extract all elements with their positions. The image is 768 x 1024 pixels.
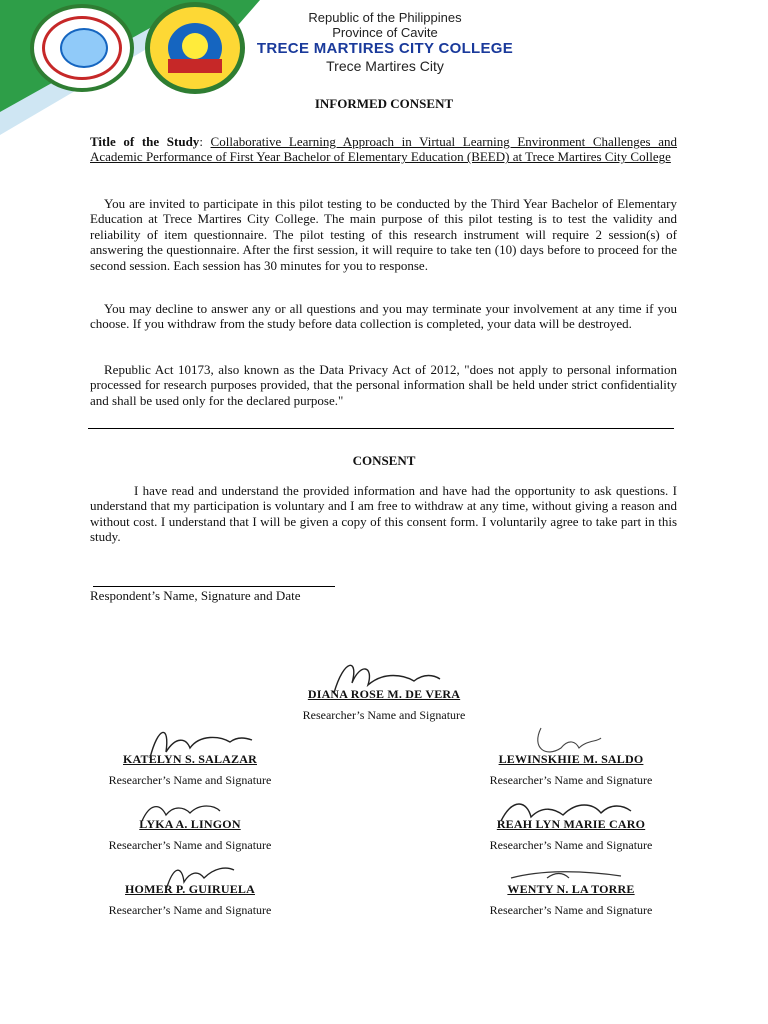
study-title: Collaborative Learning Approach in Virtual Learning Environment Challenges and Academic Performance of First Year Bachelor of Elementary Education (BEED) at Trece Martires City College [90,134,677,165]
paragraph-privacy: Republic Act 10173, also known as the Data Privacy Act of 2012, "does not apply to personal information processed for research purposes provided, that the personal information shall be held under strict confidentiality and shall be used only for the declared purpose." [90,362,677,408]
researcher-role: Researcher’s Name and Signature [108,773,272,787]
study-title-block: Title of the Study: Collaborative Learning Approach in Virtual Learning Environment Challenges and Academic Performance of First Year Bachelor of Elementary Education (BEED) at Trece Martires City College [90,134,677,165]
province-line: Province of Cavite [332,25,438,40]
researcher-name: HOMER P. GUIRUELA [125,882,255,896]
researcher-name: WENTY N. LA TORRE [507,882,635,896]
section-divider [88,428,674,429]
letterhead [240,10,530,75]
signature-mark [70,783,310,833]
researcher-block [70,882,310,918]
college-name: TRECE MARTIRES CITY COLLEGE [256,40,514,57]
signature-mark [451,718,691,768]
researcher-name: DIANA ROSE M. DE VERA [307,687,461,701]
researcher-role: Researcher’s Name and Signature [489,773,653,787]
consent-text: I have read and understand the provided information and have had the opportunity to ask questions. I understand that my participation is voluntary and I am free to withdraw at any time, without giving a reason and without cost. I understand that I will be given a copy of this consent form. I voluntarily agree to take part in this study. [90,483,677,545]
signature-mark [70,848,310,898]
paragraph-withdrawal: You may decline to answer any or all questions and you may terminate your involvement at any time if you choose. If you withdraw from the study before data collection is completed, your data will be destroyed. [90,301,677,332]
researcher-role: Researcher’s Name and Signature [108,838,272,852]
researcher-name: LEWINSKHIE M. SALDO [498,752,644,766]
consent-heading: CONSENT [352,453,416,468]
college-seal-logo [145,2,245,94]
respondent-label: Respondent’s Name, Signature and Date [90,588,301,603]
researcher-role: Researcher’s Name and Signature [302,708,466,722]
study-title-label: Title of the Study [90,134,200,149]
researcher-role: Researcher’s Name and Signature [489,838,653,852]
researcher-block [451,882,691,918]
signature-mark [451,848,691,898]
signature-mark [451,783,691,833]
researcher-role: Researcher’s Name and Signature [108,903,272,917]
document-title: INFORMED CONSENT [314,96,454,111]
respondent-signature-line [93,586,335,587]
researcher-name: REAH LYN MARIE CARO [496,817,646,831]
researcher-name: KATELYN S. SALAZAR [123,752,257,766]
city-seal-logo [30,4,134,92]
researcher-role: Researcher’s Name and Signature [489,903,653,917]
paragraph-invitation: You are invited to participate in this pilot testing to be conducted by the Third Year Bachelor of Elementary Education at Trece Martires City College. The main purpose of this pilot testing is to test the validity and reliability of item questionnaire. The pilot testing of this research instrument will require 2 session(s) of answering the questionnaire. After the first session, it will require to take ten (10) days before to proceed for the second session. Each session has 30 minutes for you to response. [90,196,677,273]
researcher-name: LYKA A. LINGON [139,817,241,831]
city-line: Trece Martires City [326,58,444,74]
signature-mark [70,718,310,768]
republic-line: Republic of the Philippines [308,10,462,25]
signature-mark [264,653,504,703]
